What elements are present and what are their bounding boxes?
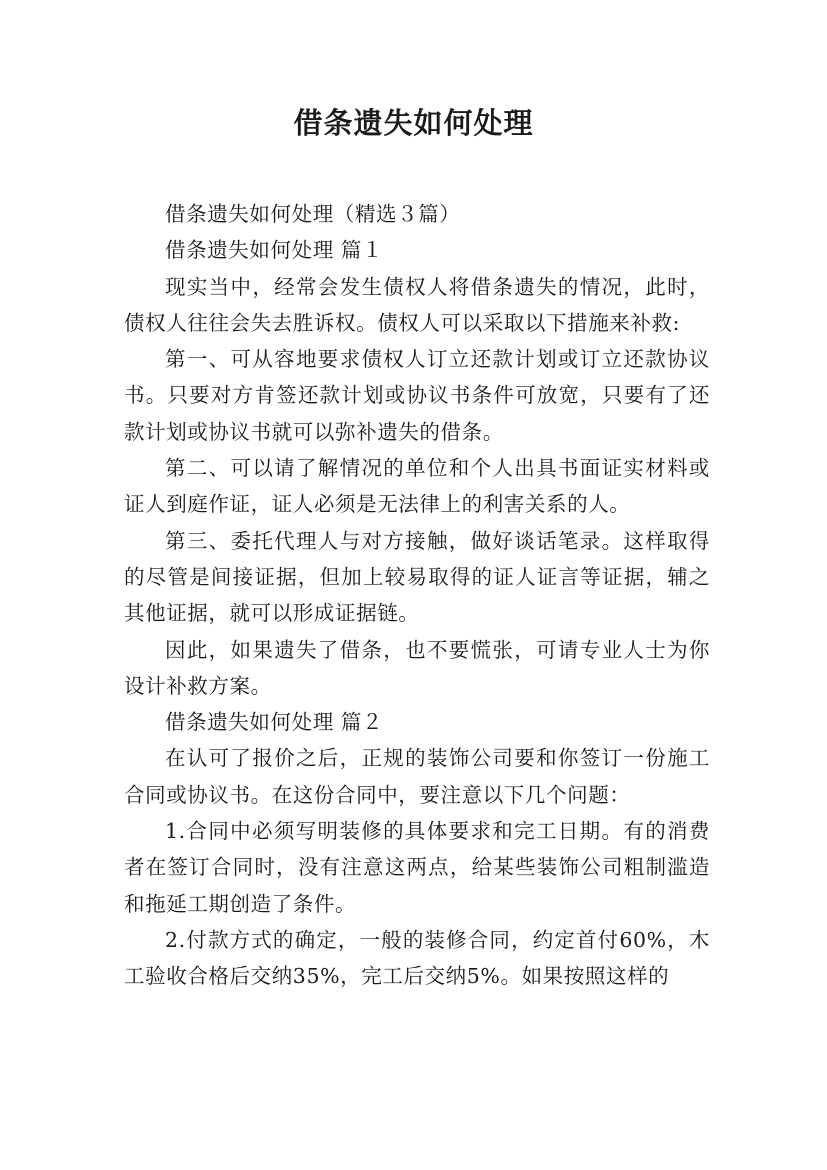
- section-heading-1: 借条遗失如何处理 篇１: [165, 238, 384, 263]
- paragraph: 在认可了报价之后，正规的装饰公司要和你签订一份施工合同或协议书。在这份合同中，要注意以下几个问题：: [124, 746, 710, 807]
- paragraph: 第三、委托代理人与对方接触，做好谈话笔录。这样取得的尽管是间接证据，但加上较易取得的证人证言等证据，辅之其他证据，就可以形成证据链。: [124, 528, 710, 626]
- paragraph: 因此，如果遗失了借条，也不要慌张，可请专业人士为你设计补救方案。: [124, 637, 710, 698]
- paragraph: 第一、可从容地要求债权人订立还款计划或订立还款协议书。只要对方肯签还款计划或协议书条件可放宽，只要有了还款计划或协议书就可以弥补遗失的借条。: [124, 347, 710, 444]
- paragraph: 2.付款方式的确定，一般的装修合同，约定首付60%，木工验收合格后交纳35%，完工后交纳5%。如果按照这样的: [124, 927, 710, 989]
- paragraph-subtitle: 借条遗失如何处理（精选３篇）: [165, 202, 461, 226]
- section-heading-2: 借条遗失如何处理 篇２: [165, 710, 384, 735]
- paragraph: 第二、可以请了解情况的单位和个人出具书面证实材料或证人到庭作证，证人必须是无法律上的利害关系的人。: [124, 456, 710, 517]
- paragraph: 1.合同中必须写明装修的具体要求和完工日期。有的消费者在签订合同时，没有注意这两点，给某些装饰公司粗制滥造和拖延工期创造了条件。: [124, 819, 710, 916]
- document-title: 借条遗失如何处理: [293, 106, 534, 140]
- document-body: [124, 196, 710, 995]
- paragraph: 现实当中，经常会发生债权人将借条遗失的情况，此时，债权人往往会失去胜诉权。债权人可以采取以下措施来补救:: [124, 274, 710, 335]
